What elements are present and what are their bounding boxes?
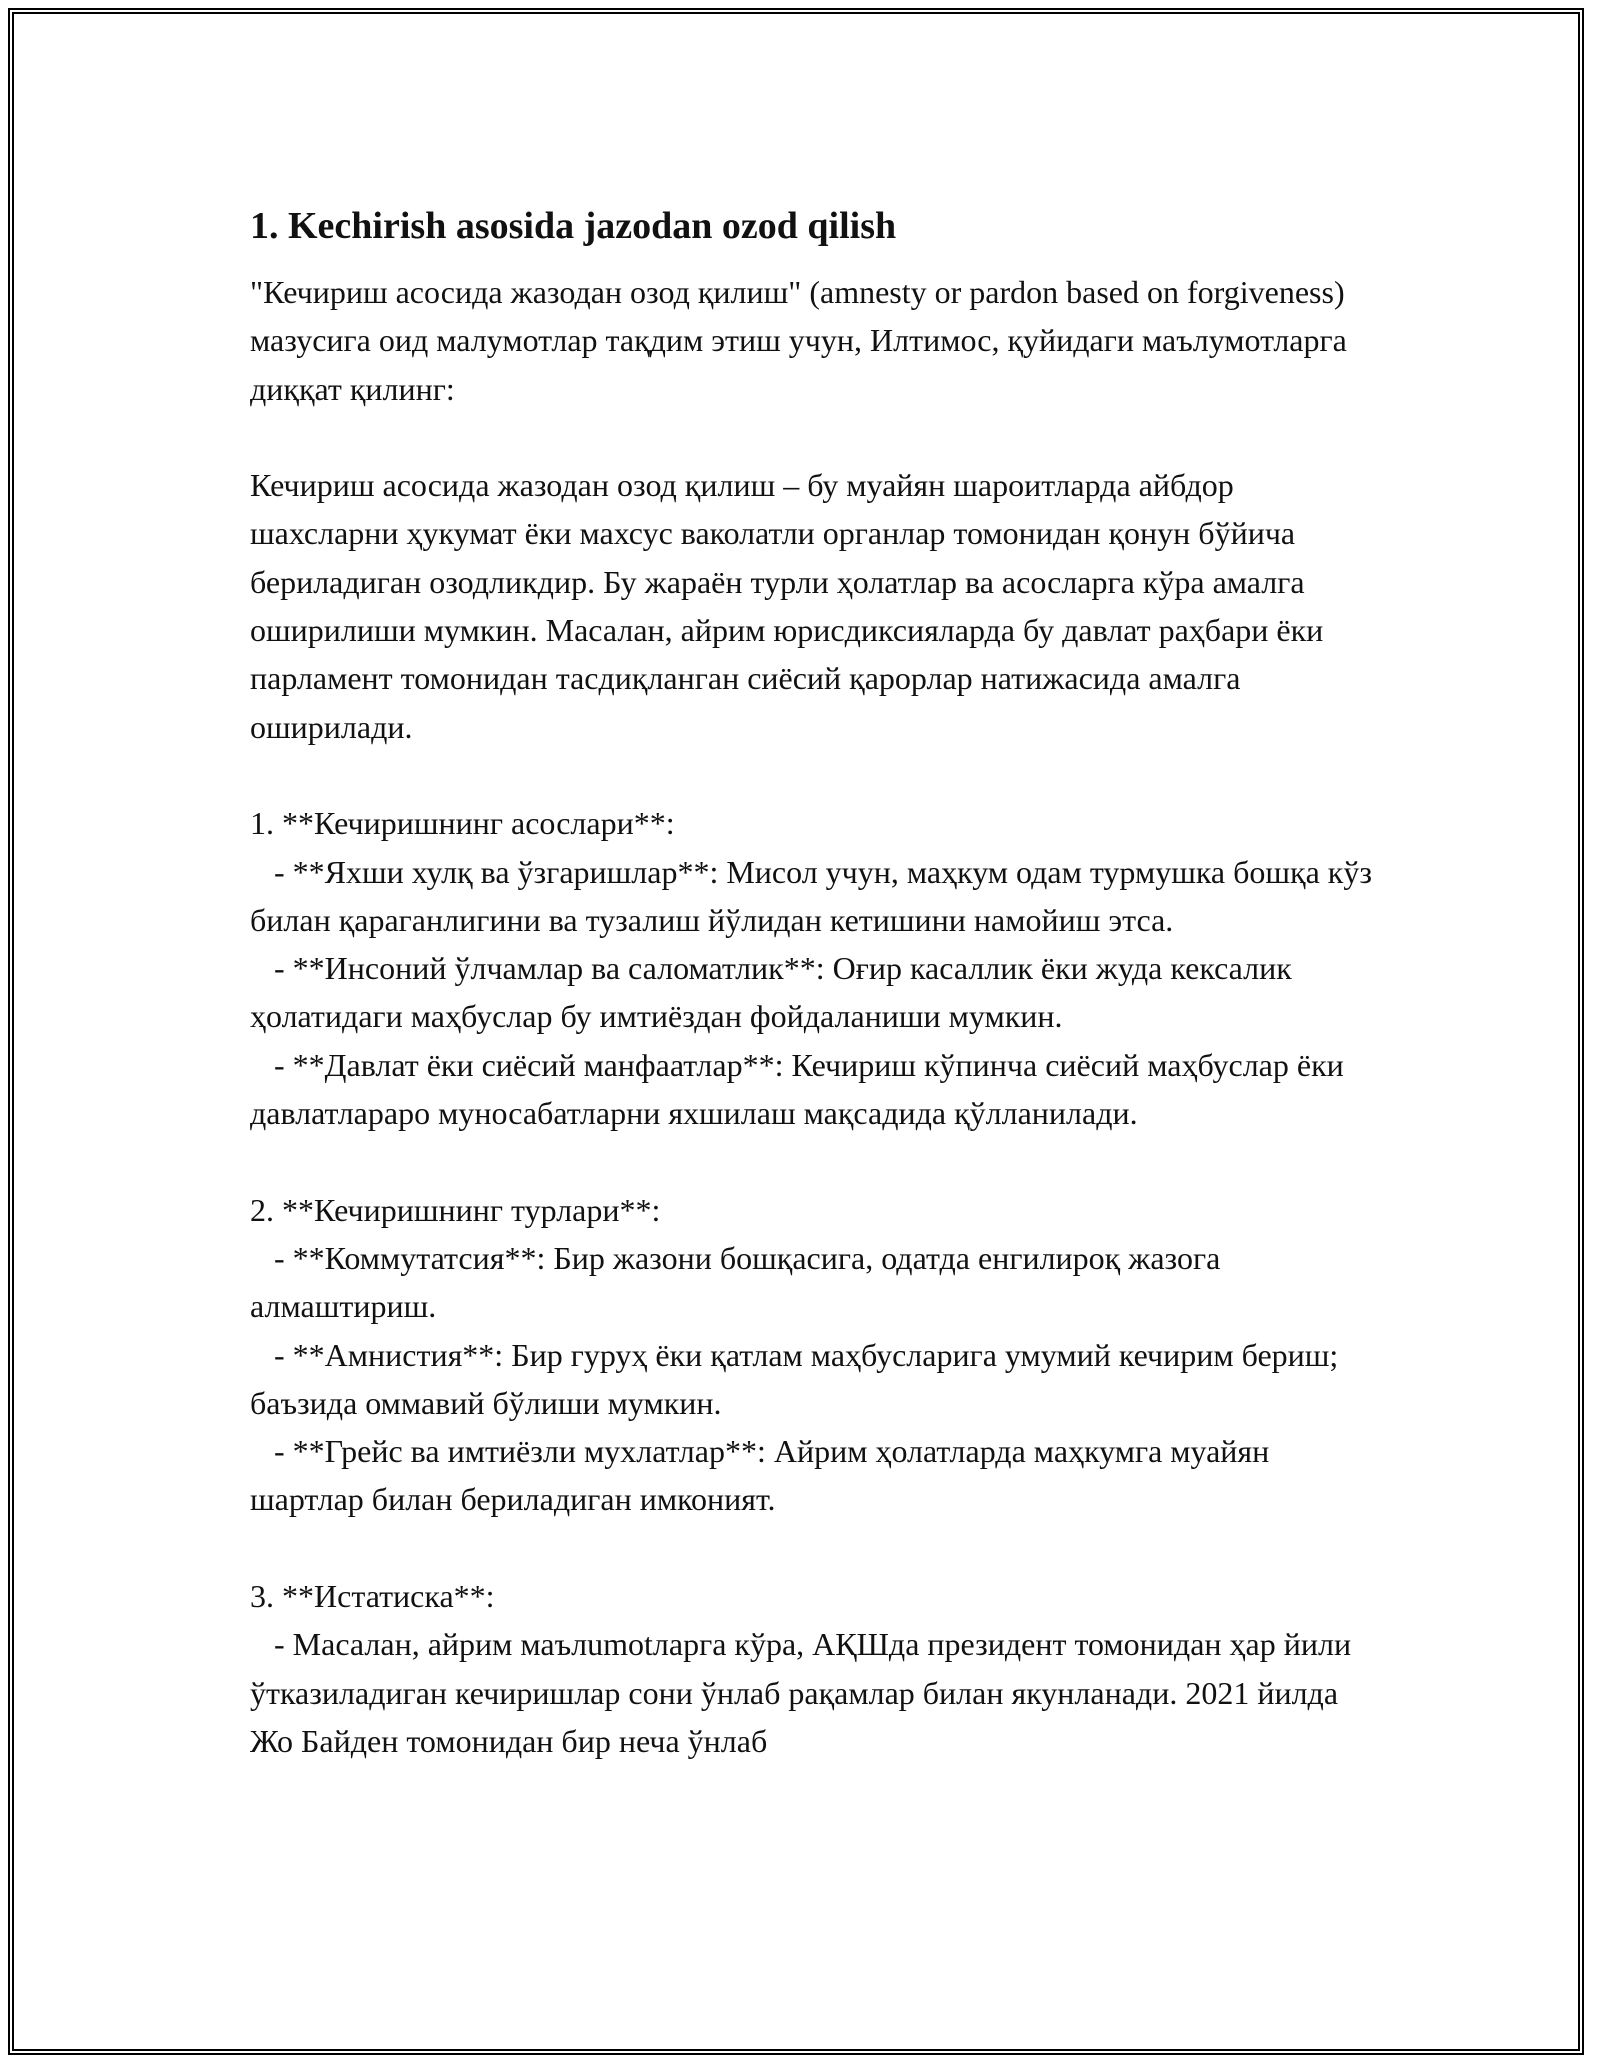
intro-paragraph: "Кечириш асосида жазодан озод қилиш" (amnesty or pardon based on forgiveness) мазусига оид малумотлар тақдим этиш учун, Илтимос, қуйидаги маълумотларга диққат қилинг: (250, 274, 1355, 407)
definition-paragraph: Кечириш асосида жазодан озод қилиш – бу муайян шароитларда айбдор шахсларни ҳукумат ёки махсус ваколатли органлар томонидан қонун бўйича бериладиган озодликдир. Бу жараён турли ҳолатлар ва асосларга кўра амалга оширилиши мумкин. Масалан, айрим юрисдиксияларда бу давлат раҳбари ёки парламент томонидан тасдиқланган сиёсий қарорлар натижасида амалга оширилади. (250, 467, 1332, 745)
document-body (250, 202, 1380, 1765)
page-frame (8, 8, 1584, 2055)
statistics-section: 3. **Истатиска**: - Масалан, айрим маълumotларга кўра, АҚШда президент томонидан ҳар йили ўтказиладиган кечиришлар сони ўнлаб рақамлар билан якунланади. 2021 йилда Жо Байден томонидан бир неча ўнлаб (250, 1578, 1352, 1759)
grounds-section: 1. **Кечиришнинг асослари**: - **Яхши хулқ ва ўзгаришлар**: Мисол учун, маҳкум одам турмушка бошқа кўз билан қараганлигини ва тузалиш йўлидан кетишини намойиш этса. - **Инсоний ўлчамлар ва саломатлик**: Оғир касаллик ёки жуда кексалик ҳолатидаги маҳбуслар бу имтиёздан фойдаланиши мумкин. - **Давлат ёки сиёсий манфаатлар**: Кечириш кўпинча сиёсий маҳбуслар ёки давлатлараро муносабатларни яхшилаш мақсадида қўлланилади. (250, 805, 1372, 1132)
document-title: 1. Kechirish asosida jazodan ozod qilish (250, 205, 897, 247)
types-section: 2. **Кечиришнинг турлари**: - **Коммутатсия**: Бир жазони бошқасига, одатда енгилироқ жазога алмаштириш. - **Амнистия**: Бир гуруҳ ёки қатлам маҳбусларига умумий кечирим бериш; баъзида оммавий бўлиши мумкин. - **Грейс ва имтиёзли мухлатлар**: Айрим ҳолатларда маҳкумга муайян шартлар билан бериладиган имконият. (250, 1191, 1339, 1518)
